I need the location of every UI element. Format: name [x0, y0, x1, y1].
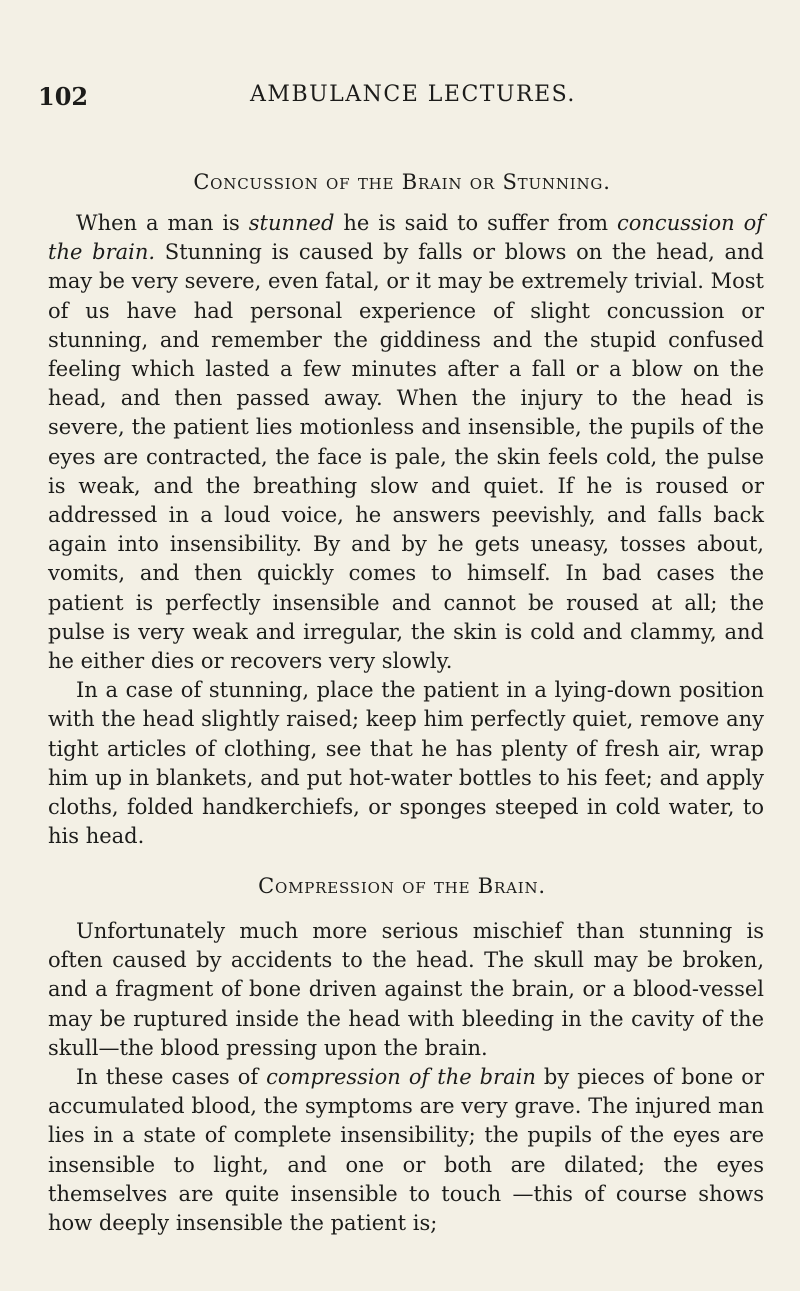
section-body-concussion: [48, 209, 764, 851]
running-title: AMBULANCE LECTURES.: [250, 82, 576, 107]
paragraph-text: he is said to suffer from: [334, 211, 617, 235]
italic-term: compression of the brain: [266, 1065, 536, 1090]
paragraph-text: When a man is: [76, 211, 249, 235]
paragraph-text: In these cases of: [76, 1065, 267, 1090]
section-heading-concussion: Concussion of the Brain or Stunning.: [193, 170, 611, 194]
paragraph: [48, 209, 764, 676]
paragraph-text: Stunning is caused by falls or blows on the head, and may be very severe, even fatal, or it may be extremely trivial. Most of us have had personal experience of slight concussion or stunning, and remember the giddiness and the stupid confused feeling which lasted a few minutes after a fall or a blow on the head, and then passed away. When the injury to the head is severe, the patient lies motionless and insensible, the pupils of the eyes are contracted, the face is pale, the skin feels cold, the pulse is weak, and the breathing slow and quiet. If he is roused or addressed in a loud voice, he answers peevishly, and falls back again into insensibility. By and by he gets uneasy, tosses about, vomits, and then quickly comes to himself. In bad cases the patient is perfectly insensible and cannot be roused at all; the pulse is very weak and irregular, the skin is cold and clammy, and he either dies or recovers very slowly.: [48, 240, 764, 674]
italic-term: stunned: [248, 211, 335, 235]
page-number: 102: [38, 82, 89, 111]
paragraph-text: by pieces of bone or accumulated blood, the symptoms are very grave. The injured man lies in a state of complete insensibility; the pupils of the eyes are insensible to light, and one or both are dilated; the eyes themselves are quite insensible to touch —this of course shows how deeply insensible the patient is;: [48, 1065, 764, 1236]
section-heading-compression: Compression of the Brain.: [258, 874, 546, 898]
italic-term: concussion of the brain.: [48, 211, 765, 265]
section-body-compression: [48, 917, 764, 1238]
running-head: [38, 82, 764, 112]
paragraph: Unfortunately much more serious mischief than stunning is often caused by accidents to the head. The skull may be broken, and a fragment of bone driven against the brain, or a blood-vessel may be ruptured inside the head with bleeding in the cavity of the skull—the blood pressing upon the brain.: [48, 919, 764, 1060]
paragraph: In a case of stunning, place the patient in a lying-down position with the head slightly raised; keep him perfectly quiet, remove any tight articles of clothing, see that he has plenty of fresh air, wrap him up in blankets, and put hot-water bottles to his feet; and apply cloths, folded handkerchiefs, or sponges steeped in cold water, to his head.: [48, 678, 764, 849]
paragraph: [48, 1063, 764, 1238]
